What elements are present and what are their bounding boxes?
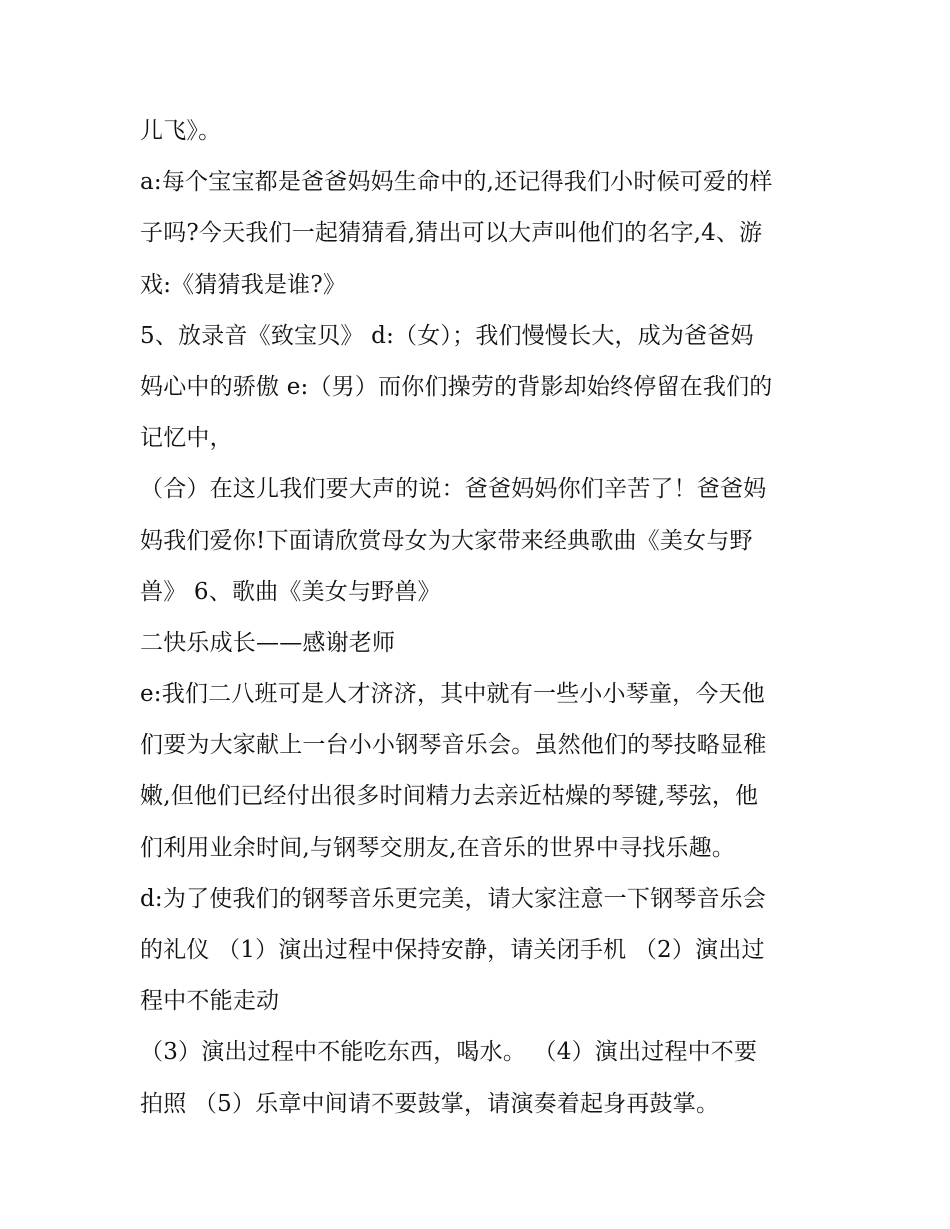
document-body bbox=[140, 106, 816, 1130]
text-line: 记忆中， bbox=[140, 425, 233, 452]
text-line: 5、放录音《致宝贝》 d:（女）；我们慢慢长大，成为爸爸妈 bbox=[140, 322, 754, 349]
text-line: 嫩,但他们已经付出很多时间精力去亲近枯燥的琴键,琴弦，他 bbox=[140, 783, 759, 810]
text-line: a:每个宝宝都是爸爸妈妈生命中的,还记得我们小时候可爱的样 bbox=[140, 169, 773, 196]
text-line: 兽》 6、歌曲《美女与野兽》 bbox=[140, 578, 441, 605]
text-line: （合）在这儿我们要大声的说：爸爸妈妈你们辛苦了！爸爸妈 bbox=[140, 476, 767, 503]
section-heading: 二快乐成长——感谢老师 bbox=[140, 629, 396, 656]
text-line: 们要为大家献上一台小小钢琴音乐会。虽然他们的琴技略显稚 bbox=[140, 732, 767, 759]
text-line: 的礼仪 （1）演出过程中保持安静，请关闭手机 （2）演出过 bbox=[140, 937, 765, 963]
text-line: e:我们二八班可是人才济济，其中就有一些小小琴童，今天他 bbox=[140, 681, 765, 708]
text-line: （3）演出过程中不能吃东西，喝水。 （4）演出过程中不要 bbox=[140, 1039, 758, 1066]
text-line: 子吗?今天我们一起猜猜看,猜出可以大声叫他们的名字,4、游 bbox=[140, 220, 763, 247]
text-line: 妈心中的骄傲 e:（男）而你们操劳的背影却始终停留在我们的 bbox=[140, 373, 773, 400]
text-line: 程中不能走动 bbox=[140, 988, 280, 1015]
text-line: 儿飞》。 bbox=[140, 118, 222, 144]
text-line: d:为了使我们的钢琴音乐更完美，请大家注意一下钢琴音乐会 bbox=[140, 885, 767, 912]
text-line: 妈我们爱你!下面请欣赏母女为大家带来经典歌曲《美女与野 bbox=[140, 527, 753, 554]
text-line: 拍照 （5）乐章中间请不要鼓掌，请演奏着起身再鼓掌。 bbox=[140, 1090, 720, 1117]
text-line: 戏:《猜猜我是谁?》 bbox=[140, 271, 347, 298]
text-line: 们利用业余时间,与钢琴交朋友,在音乐的世界中寻找乐趣。 bbox=[140, 834, 736, 861]
